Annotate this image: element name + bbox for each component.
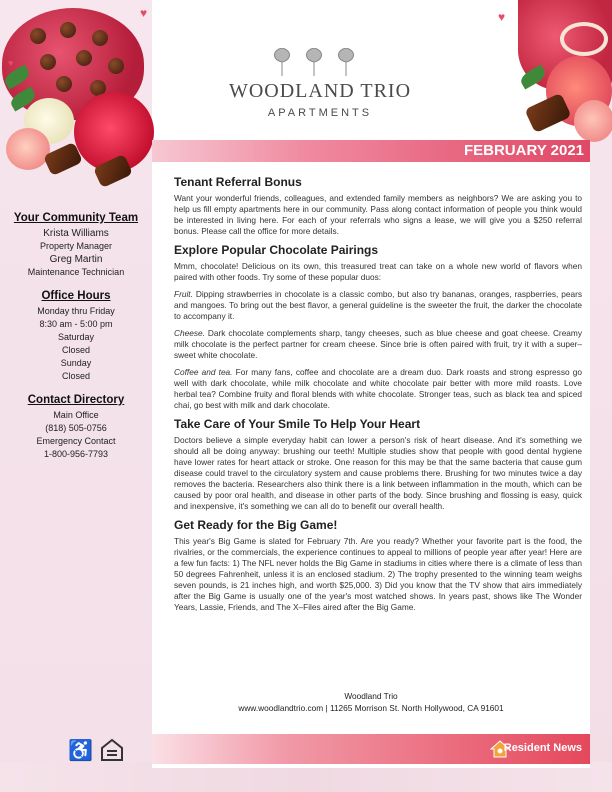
heart-icon: ♥ (498, 10, 506, 24)
chocolate-intro: Mmm, chocolate! Delicious on its own, this treasured treat can take on a whole new world of flavors when paired with other foods. Try some of these popular duos: (174, 261, 582, 282)
chocolate-image (56, 76, 72, 92)
chocolate-coffee (174, 367, 582, 411)
team-member-role: Maintenance Technician (27, 267, 125, 277)
hours-line: Saturday (57, 332, 95, 342)
brand-subtitle: APARTMENTS (267, 107, 373, 119)
game-title: Get Ready for the Big Game! (174, 518, 338, 532)
team-member-name: Krista Williams (43, 228, 109, 239)
date-banner (152, 140, 590, 162)
sidebar (0, 210, 152, 461)
chocolate-image (40, 54, 56, 70)
referral-body: Want your wonderful friends, colleagues, and extended family members as neighbors? We are asking you to help us fill empty apartments here in our community. Pass along contact information of people you think would be interested in living here. For each of your referrals who signs a lease, we will give you a $250 referral bonus. Please call the office for more details. (174, 193, 582, 236)
contact-heading: Contact Directory (27, 394, 125, 406)
game-body: This year's Big Game is slated for February 7th. Are you ready? Whether your favorite part is the food, the rivalries, or the commercials, the experience continues to appeal to millions of people year after year! Here are a few fun facts: 1) The NFL never holds the Big Game in stadiums in cities where there is a climate of less than 50 degrees Fahrenheit, unless it is an enclosed stadium. 2) The trophy presented to the winning team weighs seven pounds, is 21 inches high, and worth $25,000. 3) Did you know that the TV show that airs immediately after the Big Game is usually one of the year's most watched shows. In years past, shows like The Wonder Years, Lassie, Friends, and The X–Files aired after the Big Game. (174, 536, 582, 612)
chocolate-image (60, 22, 76, 38)
tree-logo-icon (266, 48, 362, 76)
referral-title: Tenant Referral Bonus (174, 175, 302, 189)
chocolate-fruit (174, 289, 582, 322)
coffee-text: For many fans, coffee and chocolate are a dream duo. Dark roasts and strong espresso go well with dark chocolate, while milk chocolate and white chocolate pair better with more mild roasts. Love herbal tea? Combine fruity and floral blends with white chocolate. Stronger teas, such as black tea and spiced chai, go best with milk and dark chocolate. (174, 367, 582, 410)
team-heading: Your Community Team (13, 212, 139, 224)
bottom-banner (152, 734, 590, 764)
team-member-role: Property Manager (39, 241, 113, 251)
contact-label: Emergency Contact (36, 436, 116, 446)
pink-rose-image (6, 128, 50, 170)
team-member-name: Greg Martin (49, 254, 103, 265)
footer-address[interactable]: www.woodlandtrio.com | 11265 Morrison St. North Hollywood, CA 91601 (238, 703, 504, 713)
fruit-label: Fruit. (174, 289, 193, 299)
equal-housing-icon (100, 738, 124, 762)
cheese-text: Dark chocolate complements sharp, tangy cheeses, such as blue cheese and goat cheese. Creamy milk chocolate is the perfect partner for cream cheese. Since brie is often paired with fruit, try it with a super–sweet white chocolate. (174, 328, 582, 360)
chocolate-image (30, 28, 46, 44)
contact-label: Main Office (53, 410, 99, 420)
heart-body: Doctors believe a simple everyday habit can lower a person's risk of heart disease. And it's something we should all be doing anyway: brushing our teeth! Multiple studies show that people with good dental hygiene have lower rates for heart attack or stroke. One reason for this may be that the same bacteria that cause gum disease could travel to the circulatory system and cause problems there. Brushing for two minutes twice a day removes the bacteria. Researchers also think there is a link between inflammation in the mouth, which can be caused by poor oral health, and disease in other parts of the body. Since brushing and flossing is easy, quick and inexpensive, it's something we can all do to benefit our overall health. (174, 435, 582, 511)
chocolate-image (76, 50, 92, 66)
pink-rose-image (574, 100, 612, 142)
hours-line: 8:30 am - 5:00 pm (39, 319, 113, 329)
contact-phone[interactable]: (818) 505-0756 (45, 423, 107, 433)
footer (152, 690, 590, 714)
hours-line: Sunday (60, 358, 92, 368)
accessibility-icon: ♿ (68, 740, 93, 762)
hours-line: Monday thru Friday (37, 306, 115, 316)
ribbon-image (560, 22, 608, 56)
brand-title: WOODLAND TRIO (228, 80, 412, 102)
chocolate-title: Explore Popular Chocolate Pairings (174, 243, 379, 257)
hours-line: Closed (61, 345, 90, 355)
heart-title: Take Care of Your Smile To Help Your Heart (174, 417, 421, 431)
main-content (174, 175, 582, 619)
resident-news-brand: Resident News (503, 742, 582, 754)
chocolate-image (108, 58, 124, 74)
coffee-label: Coffee and tea. (174, 367, 233, 377)
issue-date: FEBRUARY 2021 (463, 142, 584, 159)
chocolate-image (92, 30, 108, 46)
chocolate-cheese (174, 328, 582, 361)
heart-icon: ♥ (140, 6, 148, 20)
hours-line: Closed (61, 371, 90, 381)
contact-phone[interactable]: 1-800-956-7793 (43, 449, 109, 459)
cheese-label: Cheese. (174, 328, 205, 338)
footer-name: Woodland Trio (344, 691, 398, 701)
fruit-text: Dipping strawberries in chocolate is a classic combo, but also try bananas, oranges, raspberries, pears and mangoes. To bring out the best flavor, a general guideline is the sweeter the fruit, the darker the chocolate to accompany it. (174, 289, 582, 321)
hours-heading: Office Hours (41, 290, 111, 302)
heart-icon: ♥ (8, 58, 14, 68)
